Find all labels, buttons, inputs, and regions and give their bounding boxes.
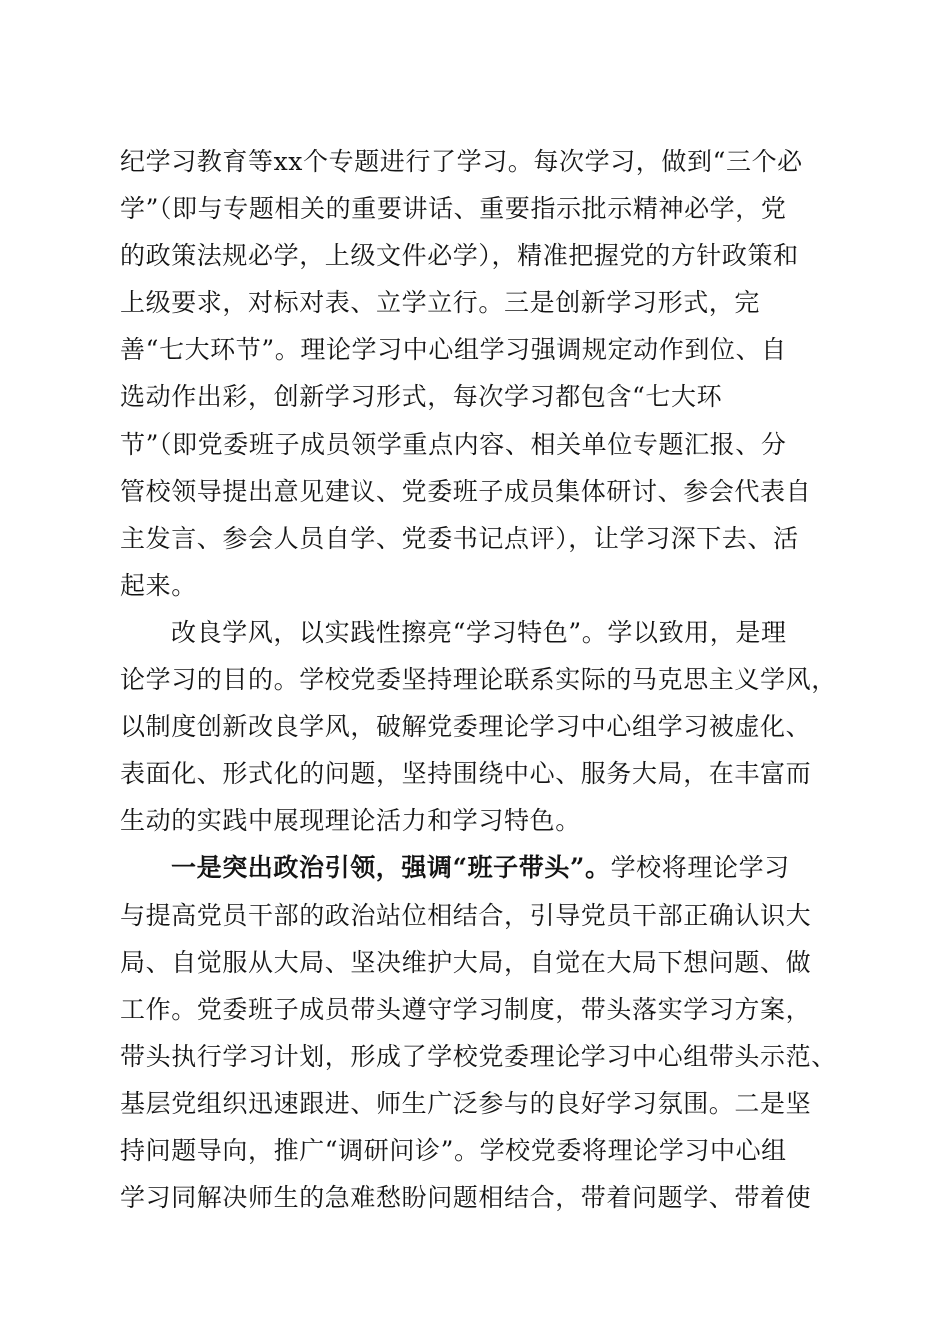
text-line: 节”（即党委班子成员领学重点内容、相关单位专题汇报、分 [120,429,787,459]
text-line: 持问题导向，推广“调研问诊”。学校党委将理论学习中心组 [120,1135,787,1165]
text-line: 上级要求，对标对表、立学立行。三是创新学习形式，完 [120,288,761,318]
text-line: 纪学习教育等xx个专题进行了学习。每次学习，做到“三个必 [120,147,803,176]
text-line: 表面化、形式化的问题，坚持围绕中心、服务大局，在丰富而 [120,759,812,789]
text-line: 基层党组织迅速跟进、师生广泛参与的良好学习氛围。二是坚 [120,1088,812,1118]
text-line: 起来。 [120,570,197,600]
text-line: 局、自觉服从大局、坚决维护大局，自觉在大局下想问题、做 [120,947,812,977]
text-line: 论学习的目的。学校党委坚持理论联系实际的马克思主义学风， [120,665,837,695]
text-line: 主发言、参会人员自学、党委书记点评），让学习深下去、活 [120,523,799,553]
paragraph-start-line [120,844,830,891]
body-text [120,138,837,1221]
text-run: 学校将理论学习 [610,853,790,883]
paragraph-start-line: 改良学风，以实践性擦亮“学习特色”。学以致用，是理 [171,617,787,647]
text-line: 选动作出彩，创新学习形式，每次学习都包含“七大环 [120,382,723,412]
text-line: 生动的实践中展现理论活力和学习特色。 [120,806,581,836]
text-line: 善“七大环节”。理论学习中心组学习强调规定动作到位、自 [120,335,787,365]
text-line: 学习同解决师生的急难愁盼问题相结合，带着问题学、带着使 [120,1183,812,1213]
text-line: 带头执行学习计划，形成了学校党委理论学习中心组带头示范、 [120,1041,837,1071]
text-line: 以制度创新改良学风，破解党委理论学习中心组学习被虚化、 [120,712,812,742]
text-line: 工作。党委班子成员带头遵守学习制度，带头落实学习方案， [120,994,812,1024]
text-line: 学”（即与专题相关的重要讲话、重要指示批示精神必学，党 [120,194,787,224]
text-line: 管校领导提出意见建议、党委班子成员集体研讨、参会代表自 [120,476,812,506]
text-line: 的政策法规必学，上级文件必学），精准把握党的方针政策和 [120,241,799,271]
text-line: 与提高党员干部的政治站位相结合，引导党员干部正确认识大 [120,900,812,930]
bold-heading: 一是突出政治引领，强调“班子带头”。 [171,853,611,883]
